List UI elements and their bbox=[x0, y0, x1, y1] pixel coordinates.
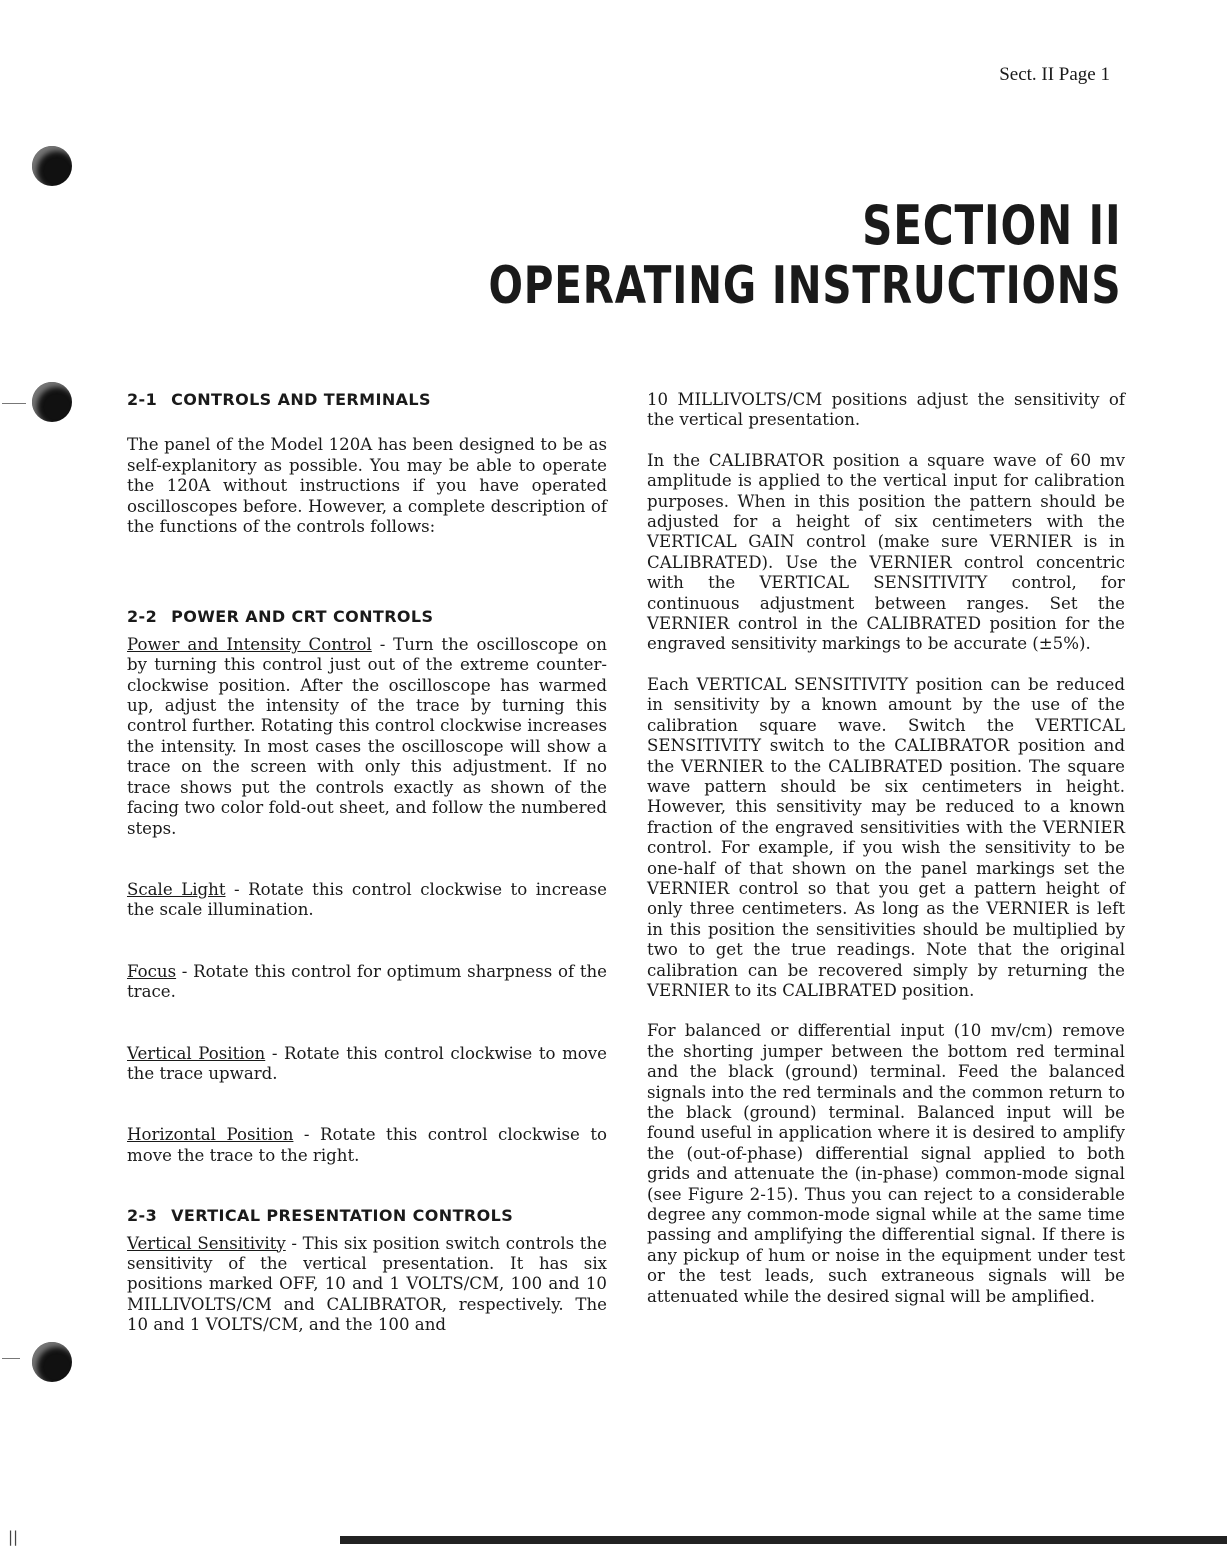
focus-paragraph: Focus - Rotate this control for optimum sharpness of the trace. bbox=[127, 961, 607, 1002]
balanced-input-paragraph: For balanced or differential input (10 mv/cm) remove the shorting jumper between the bottom red terminal and the black (ground) terminal. Feed the balanced signals into the red terminals and the common return to the black (ground) terminal. Balanced input will be found useful in application where it is desired to amplify the (out-of-phase) differential signal applied to both grids and attenuate the (in-phase) common-mode signal (see Figure 2-15). Thus you can reject to a considerable degree any common-mode signal while at the same time passing and amplifying the differential signal. If there is any pickup of hum or noise in the equipment under test or the test leads, such extraneous signals will be attenuated while the desired signal will be amplified. bbox=[647, 1021, 1125, 1306]
vertical-position-paragraph: Vertical Position - Rotate this control clockwise to move the trace upward. bbox=[127, 1043, 607, 1083]
punch-hole-middle bbox=[32, 382, 72, 422]
vernier-paragraph: Each VERTICAL SENSITIVITY position can be reduced in sensitivity by a known amount by the use of the calibration square wave. Switch the VERTICAL SENSITIVITY switch to the CALIBRATOR position and the VERNIER to the CALIBRATED position. The square wave pattern should be six centimeters in height. However, this sensitivity may be reduced to a known fraction of the engraved sensitivities with the VERNIER control. For example, if you wish the sensitivity to be one-half of that shown on the panel markings set the VERNIER control so that you get a pattern height of only three centimeters. As long as the VERNIER is left in this position the sensitivities should be multiplied by two to get the true readings. Note that the original calibration can be recovered simply by returning the VERNIER to its CALIBRATED position. bbox=[647, 674, 1125, 1000]
section-number: SECTION II bbox=[861, 194, 1121, 257]
section-title bbox=[488, 196, 1121, 316]
heading-power-crt: 2-2 POWER AND CRT CONTROLS bbox=[127, 607, 434, 627]
footer-mark: || bbox=[8, 1528, 19, 1546]
calibrator-paragraph: In the CALIBRATOR position a square wave of 60 mv amplitude is applied to the vertical input for calibration purposes. When in this position the pattern should be adjusted for a height of six centimeters with the VERTICAL GAIN control (make sure VERNIER is in CALIBRATED). Use the VERNIER control concentric with the VERTICAL SENSITIVITY control, for continuous adjustment between ranges. Set the VERNIER control in the CALIBRATED position for the engraved sensitivity markings to be accurate (±5%). bbox=[647, 450, 1125, 654]
section-heading: OPERATING INSTRUCTIONS bbox=[488, 256, 1121, 316]
bottom-rule bbox=[340, 1536, 1227, 1544]
right-column bbox=[647, 390, 1125, 1307]
power-intensity-paragraph: Power and Intensity Control - Turn the oscilloscope on by turning this control just out of the extreme counter-clockwise position. After the oscilloscope has warmed up, adjust the intensity of the trace by turning this control further. Rotating this control clockwise increases the intensity. In most cases the oscilloscope will show a trace on the screen with only this adjustment. If no trace shows put the controls exactly as shown of the facing two color fold-out sheet, and follow the numbered steps. bbox=[127, 634, 607, 838]
scale-light-paragraph: Scale Light - Rotate this control clockwise to increase the scale illumination. bbox=[127, 879, 607, 920]
heading-vertical-presentation: 2-3 VERTICAL PRESENTATION CONTROLS bbox=[127, 1206, 514, 1226]
millivolts-paragraph: 10 MILLIVOLTS/CM positions adjust the sensitivity of the vertical presentation. bbox=[647, 390, 1125, 430]
vertical-sensitivity-paragraph: Vertical Sensitivity - This six position switch controls the sensitivity of the vertical presentation. It has six positions marked OFF, 10 and 1 VOLTS/CM, 100 and 10 MILLIVOLTS/CM and CALIBRATOR, respectively. The 10 and 1 VOLTS/CM, and the 100 and bbox=[127, 1233, 607, 1335]
heading-controls-terminals: 2-1 CONTROLS AND TERMINALS bbox=[127, 390, 431, 409]
page-reference: Sect. II Page 1 bbox=[999, 64, 1110, 85]
horizontal-position-paragraph: Horizontal Position - Rotate this control clockwise to move the trace to the right. bbox=[127, 1125, 607, 1165]
margin-tick bbox=[2, 403, 26, 404]
left-column bbox=[127, 390, 607, 1336]
intro-paragraph: The panel of the Model 120A has been designed to be as self-explanitory as possible. You may be able to operate the 120A without instructions if you have operated oscilloscopes before. However, a complete description of the functions of the controls follows: bbox=[127, 435, 607, 537]
margin-tick bbox=[2, 1358, 20, 1359]
punch-hole-top bbox=[32, 146, 72, 186]
punch-hole-bottom bbox=[32, 1342, 72, 1382]
